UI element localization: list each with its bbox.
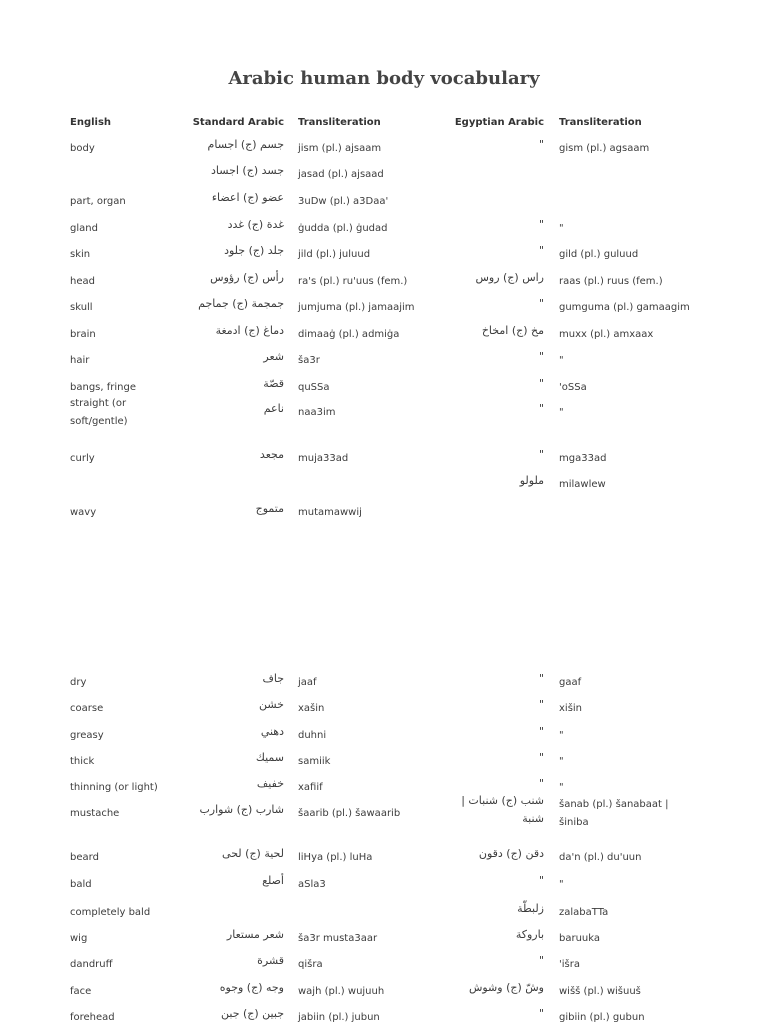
transliteration-cell: qišra <box>298 959 323 970</box>
egyptian-arabic-cell: " <box>538 218 544 231</box>
egyptian-arabic-cell: " <box>538 725 544 738</box>
transliteration-cell: ġudda (pl.) ġudad <box>298 223 388 234</box>
english-cell: bald <box>70 879 92 890</box>
transliteration-cell: jasad (pl.) ajsaad <box>298 169 384 180</box>
egyptian-transliteration-cell: da'n (pl.) du'uun <box>559 852 642 863</box>
egyptian-transliteration-cell: " <box>559 730 564 741</box>
standard-arabic-cell: قصّة <box>263 377 284 390</box>
egyptian-arabic-cell: " <box>538 297 544 310</box>
egyptian-transliteration-cell: " <box>559 355 564 366</box>
english-cell: wig <box>70 933 88 944</box>
egyptian-arabic-cell: " <box>538 954 544 967</box>
english-cell: thinning (or light) <box>70 782 158 793</box>
standard-arabic-cell: رأس (ج) رؤوس <box>210 271 284 284</box>
english-cell: completely bald <box>70 907 151 918</box>
english-cell: dandruff <box>70 959 113 970</box>
egyptian-arabic-cell: ملولو <box>519 474 544 487</box>
english-cell: skull <box>70 302 93 313</box>
english-cell: coarse <box>70 703 104 714</box>
english-cell: wavy <box>70 507 97 518</box>
standard-arabic-cell: ناعم <box>263 402 284 415</box>
transliteration-cell: jabiin (pl.) jubun <box>298 1012 380 1023</box>
transliteration-cell: ra's (pl.) ru'uus (fem.) <box>298 276 408 287</box>
egyptian-arabic-cell: مخ (ج) امخاخ <box>481 324 544 337</box>
standard-arabic-cell: شعر <box>263 350 284 363</box>
egyptian-arabic-cell: " <box>538 751 544 764</box>
transliteration-cell: quSSa <box>298 382 330 393</box>
egyptian-arabic-cell: زلبطّة <box>517 902 544 915</box>
standard-arabic-cell: أصلع <box>262 874 284 887</box>
egyptian-arabic-cell: وشّ (ج) وشوش <box>468 981 544 994</box>
standard-arabic-cell: خفيف <box>256 777 284 790</box>
transliteration-cell: jumjuma (pl.) jamaajim <box>298 302 415 313</box>
standard-arabic-cell: جلد (ج) جلود <box>224 244 284 257</box>
egyptian-arabic-cell: شنب (ج) شنبات | شنبة <box>461 794 544 825</box>
egyptian-transliteration-cell: " <box>559 756 564 767</box>
english-cell: greasy <box>70 730 104 741</box>
standard-arabic-cell: لحية (ج) لحى <box>222 847 284 860</box>
transliteration-cell: ša3r <box>298 355 320 366</box>
egyptian-arabic-cell: " <box>538 138 544 151</box>
standard-arabic-cell: مجعد <box>259 448 284 461</box>
standard-arabic-cell: شعر مستعار <box>226 928 284 941</box>
english-cell: skin <box>70 249 91 260</box>
standard-arabic-cell: خشن <box>259 698 284 711</box>
egyptian-arabic-cell: باروكة <box>515 928 544 941</box>
egyptian-arabic-cell: راس (ج) روس <box>475 271 544 284</box>
egyptian-transliteration-cell: wišš (pl.) wišuuš <box>559 986 641 997</box>
transliteration-cell: wajh (pl.) wujuuh <box>298 986 385 997</box>
egyptian-arabic-cell: " <box>538 698 544 711</box>
egyptian-transliteration-cell: 'oSSa <box>559 382 587 393</box>
standard-arabic-cell: سميك <box>255 751 284 764</box>
header-transliteration-1: Transliteration <box>298 117 381 128</box>
english-cell: gland <box>70 223 98 234</box>
transliteration-cell: jild (pl.) juluud <box>298 249 371 260</box>
transliteration-cell: 3uDw (pl.) a3Daa' <box>298 196 389 207</box>
egyptian-arabic-cell: " <box>538 874 544 887</box>
egyptian-transliteration-cell: raas (pl.) ruus (fem.) <box>559 276 663 287</box>
transliteration-cell: duhni <box>298 730 327 741</box>
english-cell: head <box>70 276 95 287</box>
egyptian-arabic-cell: دقن (ج) دقون <box>478 847 544 860</box>
header-egyptian-arabic: Egyptian Arabic <box>454 117 544 128</box>
egyptian-transliteration-cell: xišin <box>559 703 583 714</box>
egyptian-arabic-cell: " <box>538 402 544 415</box>
egyptian-arabic-cell: " <box>538 244 544 257</box>
transliteration-cell: jaaf <box>298 677 317 688</box>
standard-arabic-cell: متموج <box>255 502 284 515</box>
standard-arabic-cell: جسم (ج) اجسام <box>207 138 284 151</box>
standard-arabic-cell: قشرة <box>257 954 284 967</box>
egyptian-arabic-cell: " <box>538 350 544 363</box>
egyptian-transliteration-cell: muxx (pl.) amxaax <box>559 329 654 340</box>
standard-arabic-cell: جبين (ج) جبن <box>221 1007 284 1020</box>
egyptian-transliteration-cell: gild (pl.) guluud <box>559 249 639 260</box>
transliteration-cell: samiik <box>298 756 331 767</box>
egyptian-transliteration-cell: gism (pl.) agsaam <box>559 143 650 154</box>
standard-arabic-cell: غدة (ج) غدد <box>227 218 284 231</box>
page-title: Arabic human body vocabulary <box>228 68 540 89</box>
egyptian-arabic-cell: " <box>538 448 544 461</box>
transliteration-cell: xašin <box>298 703 325 714</box>
english-cell: forehead <box>70 1012 115 1023</box>
egyptian-arabic-cell: " <box>538 1007 544 1020</box>
standard-arabic-cell: جسد (ج) اجساد <box>211 164 284 177</box>
standard-arabic-cell: عضو (ج) اعضاء <box>211 191 284 204</box>
english-cell: face <box>70 986 92 997</box>
transliteration-cell: dimaaġ (pl.) admiġa <box>298 329 400 340</box>
egyptian-transliteration-cell: mga33ad <box>559 453 607 464</box>
transliteration-cell: šaarib (pl.) šawaarib <box>298 808 401 819</box>
header-transliteration-2: Transliteration <box>559 117 642 128</box>
english-cell: straight (or soft/gentle) <box>70 398 128 427</box>
transliteration-cell: xafiif <box>298 782 323 793</box>
transliteration-cell: jism (pl.) ajsaam <box>298 143 382 154</box>
standard-arabic-cell: جاف <box>262 672 284 685</box>
egyptian-transliteration-cell: gumguma (pl.) gamaagim <box>559 302 690 313</box>
transliteration-cell: muja33ad <box>298 453 349 464</box>
transliteration-cell: liHya (pl.) luHa <box>298 852 373 863</box>
standard-arabic-cell: دماغ (ج) ادمغة <box>215 324 284 337</box>
english-cell: curly <box>70 453 95 464</box>
egyptian-transliteration-cell: " <box>559 223 564 234</box>
english-cell: hair <box>70 355 90 366</box>
egyptian-arabic-cell: " <box>538 377 544 390</box>
english-cell: bangs, fringe <box>70 382 136 393</box>
english-cell: body <box>70 143 95 154</box>
egyptian-transliteration-cell: šanab (pl.) šanabaat | šiniba <box>559 799 669 828</box>
egyptian-arabic-cell: " <box>538 672 544 685</box>
egyptian-transliteration-cell: zalabaTTa <box>559 907 609 918</box>
english-cell: part, organ <box>70 196 126 207</box>
transliteration-cell: mutamawwij <box>298 507 362 518</box>
egyptian-transliteration-cell: 'išra <box>559 959 580 970</box>
egyptian-arabic-cell: " <box>538 777 544 790</box>
egyptian-transliteration-cell: " <box>559 879 564 890</box>
english-cell: beard <box>70 852 99 863</box>
header-english: English <box>70 117 112 128</box>
header-standard-arabic: Standard Arabic <box>192 117 284 128</box>
english-cell: thick <box>70 756 95 767</box>
transliteration-cell: naa3im <box>298 407 336 418</box>
english-cell: mustache <box>70 808 120 819</box>
egyptian-transliteration-cell: " <box>559 407 564 418</box>
egyptian-transliteration-cell: gaaf <box>559 677 582 688</box>
egyptian-transliteration-cell: baruuka <box>559 933 601 944</box>
english-cell: dry <box>70 677 87 688</box>
standard-arabic-cell: جمجمة (ج) جماجم <box>198 297 284 310</box>
transliteration-cell: aSla3 <box>298 879 326 890</box>
standard-arabic-cell: شارب (ج) شوارب <box>199 803 284 816</box>
egyptian-transliteration-cell: milawlew <box>559 479 606 490</box>
egyptian-transliteration-cell: " <box>559 782 564 793</box>
transliteration-cell: ša3r musta3aar <box>298 933 378 944</box>
standard-arabic-cell: وجه (ج) وجوه <box>219 981 284 994</box>
standard-arabic-cell: دهني <box>260 725 284 738</box>
english-cell: brain <box>70 329 96 340</box>
egyptian-transliteration-cell: gibiin (pl.) gubun <box>559 1012 645 1023</box>
